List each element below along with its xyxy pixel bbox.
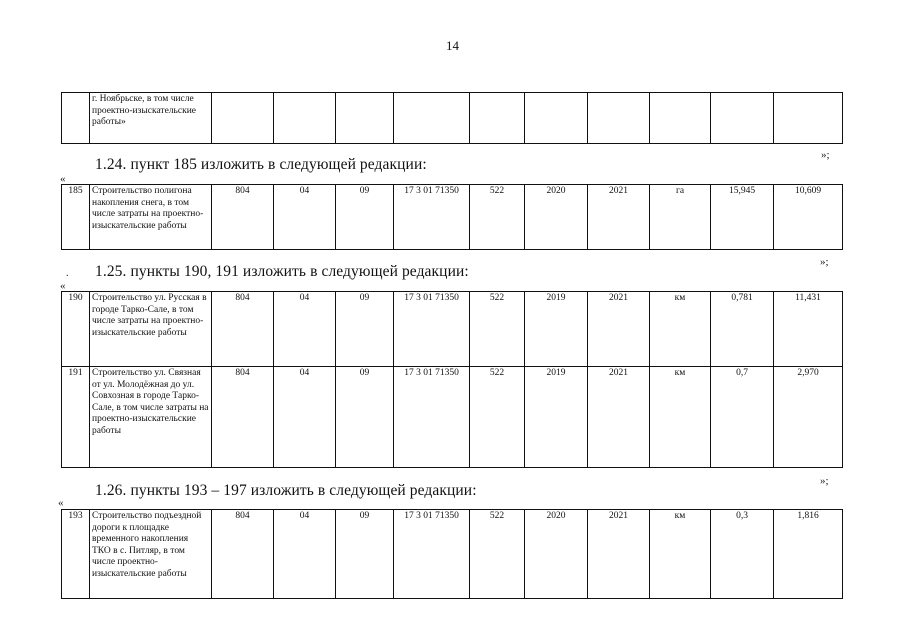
cell-amount: 1,816 bbox=[774, 510, 843, 599]
cell-start-year: 2019 bbox=[525, 367, 588, 468]
cell-target-article: 17 3 01 71350 bbox=[394, 292, 470, 367]
cell-num: 193 bbox=[62, 510, 90, 599]
table-row bbox=[62, 292, 843, 367]
cell-unit: км bbox=[650, 367, 711, 468]
cell-start-year: 2020 bbox=[525, 185, 588, 250]
cell-section: 04 bbox=[274, 185, 336, 250]
cell-section: 04 bbox=[274, 292, 336, 367]
table-row bbox=[62, 510, 843, 599]
cell-target-article: 17 3 01 71350 bbox=[394, 510, 470, 599]
closing-quote: »; bbox=[820, 475, 829, 487]
continuation-table bbox=[61, 92, 843, 144]
cell-code: 804 bbox=[212, 185, 274, 250]
cell-end-year: 2021 bbox=[588, 292, 650, 367]
table-185 bbox=[61, 184, 843, 250]
section-heading: 1.26. пункты 193 – 197 изложить в следующей редакции: bbox=[95, 482, 477, 499]
cell-unit: км bbox=[650, 510, 711, 599]
cell-num bbox=[62, 93, 90, 144]
cell-expense-type: 522 bbox=[470, 510, 525, 599]
cell-name: Строительство ул. Связная от ул. Молодёжная до ул. Совхозная в городе Тарко-Сале, в том числе затраты на проектно-изыскательские работы bbox=[90, 367, 212, 468]
stray-mark: . bbox=[66, 268, 69, 279]
table-row bbox=[62, 93, 843, 144]
cell-code: 804 bbox=[212, 510, 274, 599]
opening-quote: « bbox=[58, 497, 64, 509]
cell-unit: км bbox=[650, 292, 711, 367]
cell-capacity: 15,945 bbox=[711, 185, 774, 250]
cell-subsection: 09 bbox=[336, 367, 394, 468]
cell-unit: га bbox=[650, 185, 711, 250]
cell-num: 185 bbox=[62, 185, 90, 250]
cell-start-year: 2020 bbox=[525, 510, 588, 599]
cell-expense-type: 522 bbox=[470, 292, 525, 367]
cell-name: г. Ноябрьске, в том числе проектно-изыскательские работы» bbox=[90, 93, 212, 144]
table-190-191 bbox=[61, 291, 843, 468]
page-number: 14 bbox=[446, 38, 459, 53]
section-heading: 1.24. пункт 185 изложить в следующей редакции: bbox=[95, 156, 427, 173]
cell-subsection: 09 bbox=[336, 292, 394, 367]
cell-subsection: 09 bbox=[336, 185, 394, 250]
cell-name: Строительство ул. Русская в городе Тарко-Сале, в том числе затраты на проектно-изыскательские работы bbox=[90, 292, 212, 367]
cell-amount: 10,609 bbox=[774, 185, 843, 250]
cell-target-article: 17 3 01 71350 bbox=[394, 185, 470, 250]
cell-name: Строительство подъездной дороги к площадке временного накопления ТКО в с. Питляр, в том числе проектно-изыскательские работы bbox=[90, 510, 212, 599]
opening-quote: « bbox=[60, 173, 66, 185]
cell-end-year: 2021 bbox=[588, 185, 650, 250]
table-193 bbox=[61, 509, 843, 599]
cell-capacity: 0,3 bbox=[711, 510, 774, 599]
cell-amount: 2,970 bbox=[774, 367, 843, 468]
cell-start-year: 2019 bbox=[525, 292, 588, 367]
table-row bbox=[62, 367, 843, 468]
opening-quote: « bbox=[60, 280, 66, 292]
cell-target-article: 17 3 01 71350 bbox=[394, 367, 470, 468]
table-row bbox=[62, 185, 843, 250]
cell-subsection: 09 bbox=[336, 510, 394, 599]
cell-num: 190 bbox=[62, 292, 90, 367]
cell-amount: 11,431 bbox=[774, 292, 843, 367]
cell-end-year: 2021 bbox=[588, 510, 650, 599]
cell-code: 804 bbox=[212, 367, 274, 468]
cell-name: Строительство полигона накопления снега, в том числе затраты на проектно-изыскательские работы bbox=[90, 185, 212, 250]
cell-expense-type: 522 bbox=[470, 185, 525, 250]
cell-section: 04 bbox=[274, 367, 336, 468]
closing-quote: »; bbox=[821, 149, 830, 161]
cell-code: 804 bbox=[212, 292, 274, 367]
cell-expense-type: 522 bbox=[470, 367, 525, 468]
cell-capacity: 0,7 bbox=[711, 367, 774, 468]
cell-capacity: 0,781 bbox=[711, 292, 774, 367]
cell-end-year: 2021 bbox=[588, 367, 650, 468]
closing-quote: »; bbox=[820, 256, 829, 268]
cell-section: 04 bbox=[274, 510, 336, 599]
section-heading: 1.25. пункты 190, 191 изложить в следующей редакции: bbox=[95, 263, 469, 280]
cell-num: 191 bbox=[62, 367, 90, 468]
